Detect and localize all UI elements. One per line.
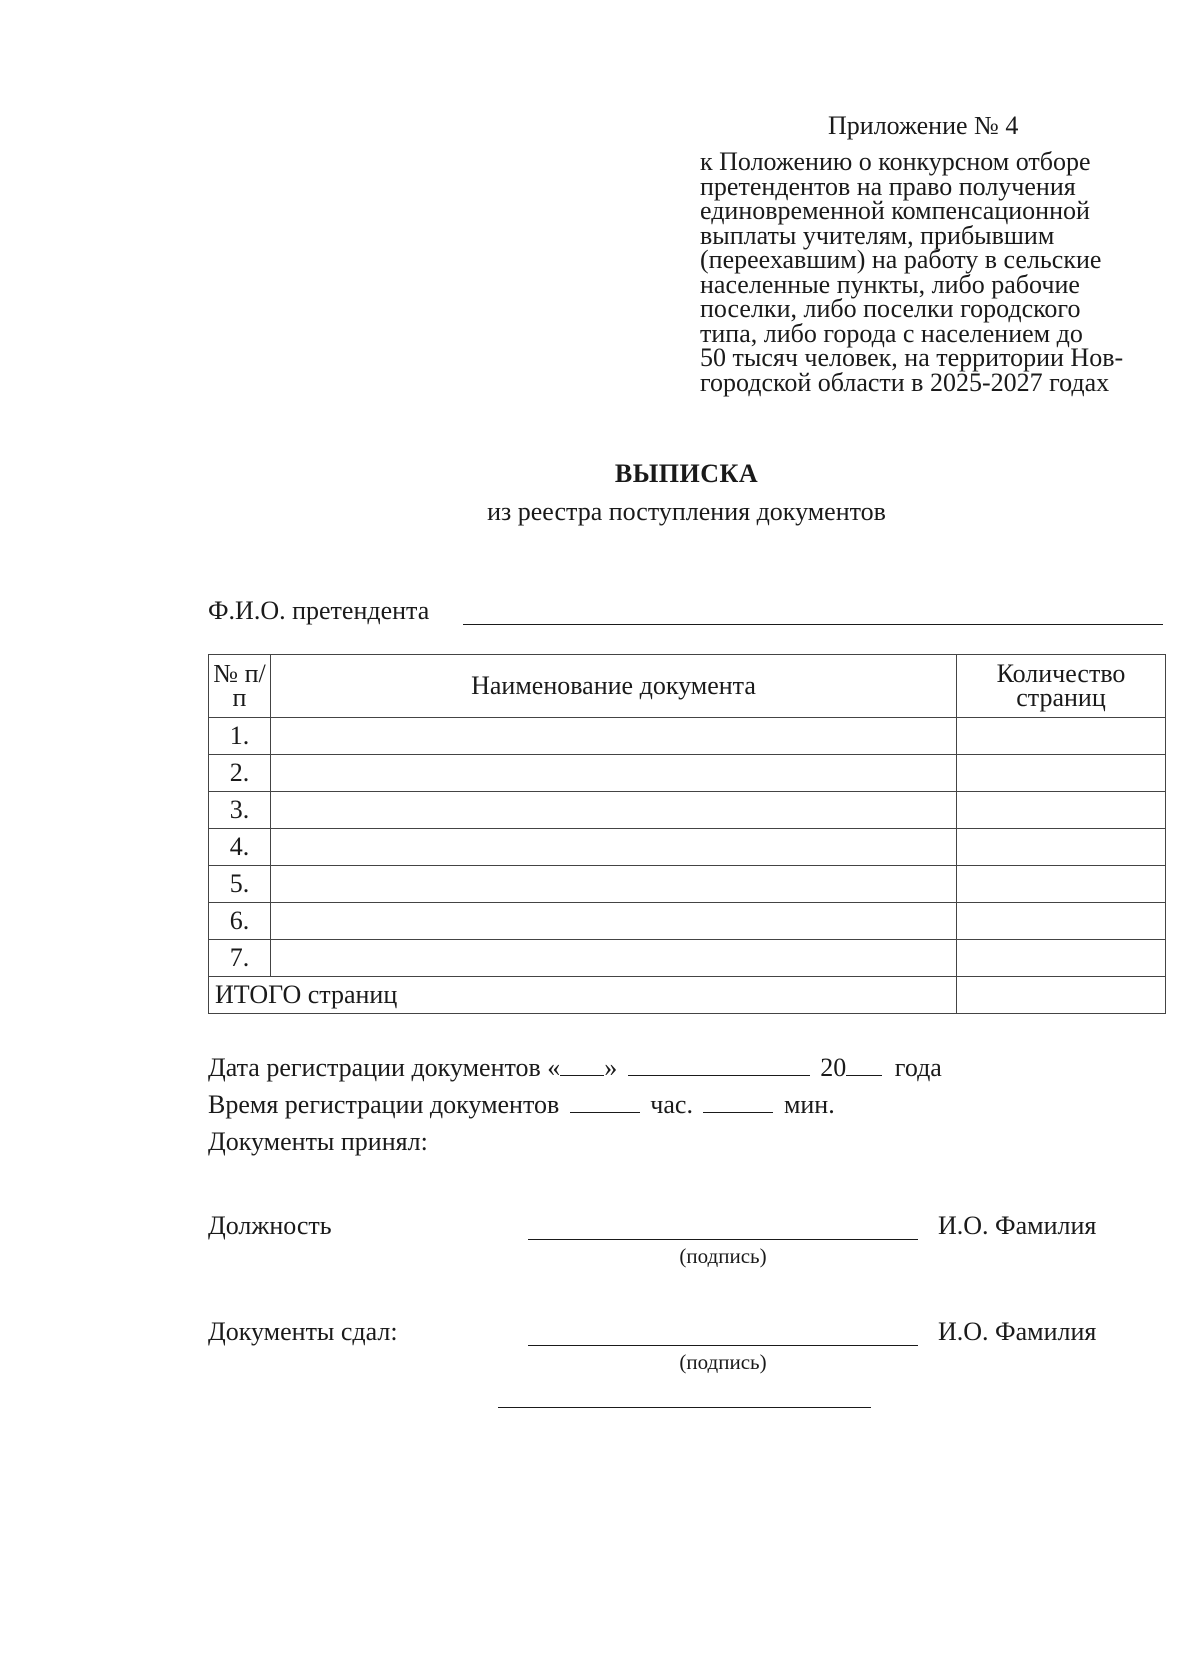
table-row [209,940,1166,977]
appendix-line: претендентов на право получения [700,171,1076,201]
documents-submitted-label: Документы сдал: [208,1317,398,1346]
appendix-line: типа, либо города с населением до [700,318,1083,348]
registration-time-line [208,1089,835,1121]
position-label: Должность [208,1211,332,1240]
appendix-line: населенные пункты, либо рабочие [700,269,1080,299]
registration-year-field[interactable] [846,1053,882,1076]
table-row [209,718,1166,755]
row-number: 6. [209,903,271,940]
total-pages-cell[interactable] [957,977,1166,1014]
registration-date-label: Дата регистрации документов « [208,1053,561,1082]
applicant-name-label: Ф.И.О. претендента [208,596,430,625]
appendix-title: Приложение № 4 [828,111,1019,140]
document-name-cell[interactable] [271,866,957,903]
page-count-cell[interactable] [957,755,1166,792]
acceptor-name: И.О. Фамилия [938,1211,1097,1240]
header-number: № п/п [209,655,271,718]
document-name-cell[interactable] [271,792,957,829]
total-pages-label: ИТОГО страниц [209,977,957,1014]
row-number: 1. [209,718,271,755]
table-header-row [209,655,1166,718]
appendix-body [700,147,1180,397]
document-name-cell[interactable] [271,755,957,792]
appendix-line: выплаты учителям, прибывшим [700,220,1055,250]
registration-minutes-label: мин. [783,1090,835,1119]
table-row [209,829,1166,866]
registration-month-field[interactable] [628,1053,810,1076]
table-row [209,792,1166,829]
table-total-row [209,977,1166,1014]
page-count-cell[interactable] [957,829,1166,866]
appendix-line: поселки, либо поселки городского [700,294,1081,323]
page-count-cell[interactable] [957,940,1166,977]
row-number: 4. [209,829,271,866]
table-row [209,866,1166,903]
registration-hours-field[interactable] [570,1090,640,1113]
page-count-cell[interactable] [957,718,1166,755]
table-row [209,903,1166,940]
document-title: ВЫПИСКА [614,459,759,488]
header-document-name: Наименование документа [271,655,957,718]
appendix-line: единовременной компенсационной [700,196,1090,225]
registration-date-line [208,1052,942,1084]
acceptor-signature-field[interactable] [528,1239,918,1240]
row-number: 3. [209,792,271,829]
appendix-line: к Положению о конкурсном отборе [700,147,1091,176]
submitter-signature-caption: (подпись) [679,1350,767,1374]
submitter-name: И.О. Фамилия [938,1317,1097,1346]
applicant-name-field[interactable] [463,624,1163,625]
document-name-cell[interactable] [271,829,957,866]
appendix-line: 50 тысяч человек, на территории Нов- [700,343,1124,372]
registration-year-prefix: 20 [820,1053,847,1082]
row-number: 5. [209,866,271,903]
appendix-line: городской области в 2025-2027 годах [700,367,1110,397]
appendix-line: (переехавшим) на работу в сельские [700,245,1102,274]
registration-day-field[interactable] [560,1053,604,1076]
document-end-line [498,1407,871,1408]
registration-minutes-field[interactable] [703,1090,773,1113]
registration-date-close-quote: » [604,1053,618,1082]
document-name-cell[interactable] [271,903,957,940]
registration-hours-label: час. [650,1090,693,1119]
row-number: 7. [209,940,271,977]
page-count-cell[interactable] [957,866,1166,903]
page-count-cell[interactable] [957,903,1166,940]
page-count-cell[interactable] [957,792,1166,829]
document-subtitle: из реестра поступления документов [487,497,886,526]
registration-year-suffix: года [894,1053,942,1082]
documents-accepted-label: Документы принял: [208,1127,428,1156]
documents-table [208,654,1166,1014]
document-name-cell[interactable] [271,940,957,977]
submitter-signature-field[interactable] [528,1345,918,1346]
table-row [209,755,1166,792]
registration-time-label: Время регистрации документов [208,1090,560,1119]
acceptor-signature-caption: (подпись) [679,1244,767,1268]
row-number: 2. [209,755,271,792]
header-page-count: Количество страниц [957,655,1166,718]
document-name-cell[interactable] [271,718,957,755]
